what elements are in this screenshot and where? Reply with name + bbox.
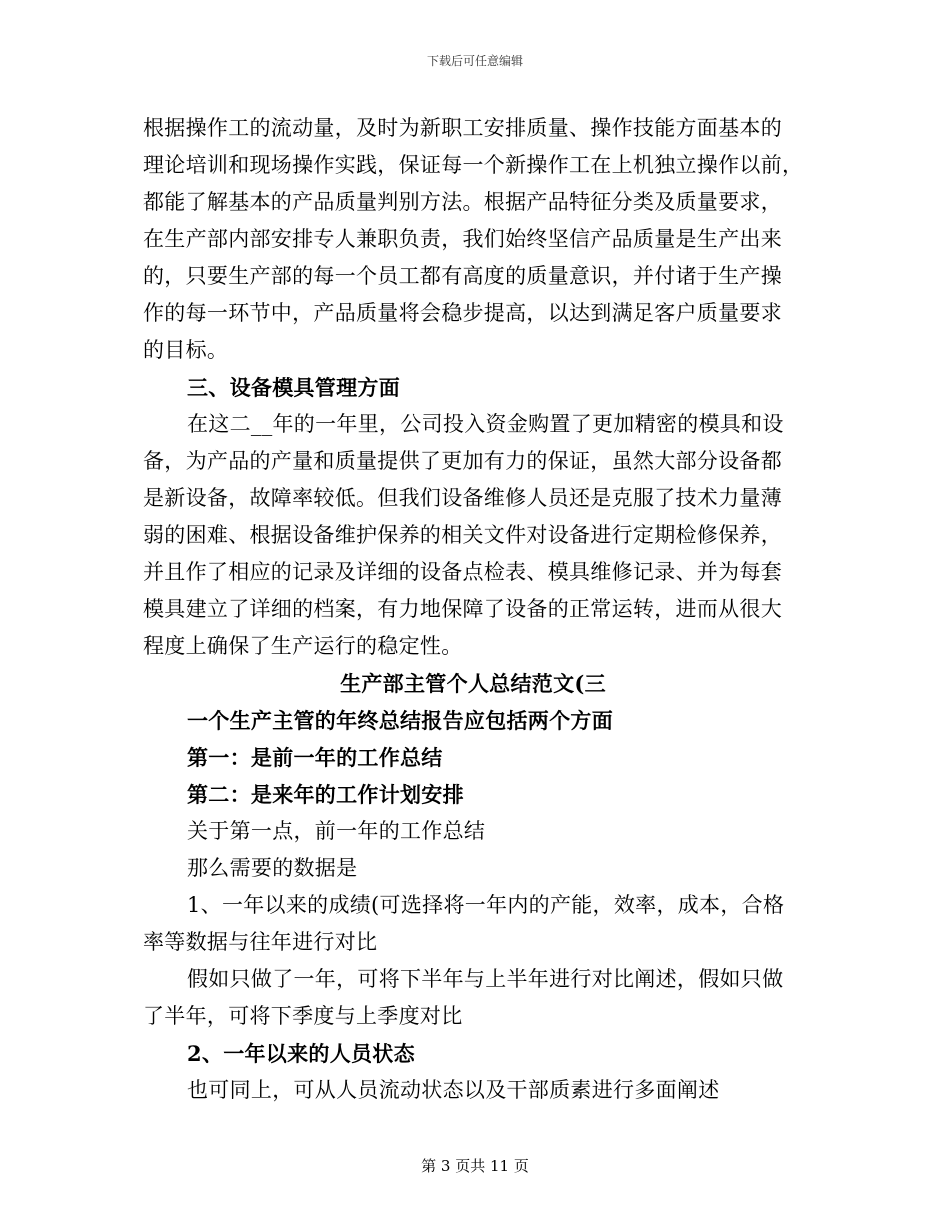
paragraph-line: 关于第一点，前一年的工作总结 (187, 819, 486, 843)
paragraph-line: 的，只要生产部的每一个员工都有高度的质量意识，并付诸于生产操 (143, 264, 782, 288)
paragraph (143, 110, 803, 369)
section-heading: 三、设备模具管理方面 (187, 375, 400, 400)
paragraph-line: 作的每一环节中，产品质量将会稳步提高，以达到满足客户质量要求 (143, 301, 782, 325)
paragraph-line: 根据操作工的流动量，及时为新职工安排质量、操作技能方面基本的 (143, 116, 782, 140)
paragraph-line: 1、一年以来的成绩(可选择将一年内的产能，效率，成本，合格 (187, 893, 785, 917)
paragraph-line: 也可同上，可从人员流动状态以及干部质素进行多面阐述 (187, 1078, 720, 1102)
paragraph-line: 率等数据与往年进行对比 (143, 930, 378, 954)
page-number: 第 3 页共 11 页 (421, 1157, 529, 1175)
paragraph-line: 备，为产品的产量和质量提供了更加有力的保证，虽然大部分设备都 (143, 449, 782, 473)
paragraph-line: 是新设备，故障率较低。但我们设备维修人员还是克服了技术力量薄 (143, 486, 782, 510)
section-heading: 一个生产主管的年终总结报告应包括两个方面 (187, 708, 613, 733)
paragraph (143, 961, 803, 1035)
paragraph-line: 了半年，可将下季度与上季度对比 (143, 1004, 463, 1028)
paragraph-line: 那么需要的数据是 (187, 856, 358, 880)
paragraph (143, 887, 803, 961)
paragraph-line: 都能了解基本的产品质量判别方法。根据产品特征分类及质量要求， (143, 190, 782, 214)
paragraph-line: 理论培训和现场操作实践，保证每一个新操作工在上机独立操作以前， (143, 153, 804, 177)
paragraph-line: 假如只做了一年，可将下半年与上半年进行对比阐述，假如只做 (187, 967, 784, 991)
section-heading: 第二：是来年的工作计划安排 (187, 782, 464, 807)
document-body (143, 110, 803, 1109)
paragraph-line: 在生产部内部安排专人兼职负责，我们始终坚信产品质量是生产出来 (143, 227, 782, 251)
paragraph-line: 的目标。 (143, 338, 229, 362)
paragraph-line: 弱的困难、根据设备维护保养的相关文件对设备进行定期检修保养， (143, 523, 782, 547)
paragraph-line: 程度上确保了生产运行的稳定性。 (143, 634, 463, 658)
section-heading: 2、一年以来的人员状态 (187, 1041, 415, 1066)
section-heading: 第一：是前一年的工作总结 (187, 745, 443, 770)
document-title: 生产部主管个人总结范文(三 (340, 671, 606, 696)
page-header: 下载后可任意编辑 (426, 54, 523, 68)
paragraph-line: 模具建立了详细的档案，有力地保障了设备的正常运转，进而从很大 (143, 597, 782, 621)
paragraph (143, 406, 803, 665)
paragraph-line: 并且作了相应的记录及详细的设备点检表、模具维修记录、并为每套 (143, 560, 782, 584)
paragraph-line: 在这二__年的一年里，公司投入资金购置了更加精密的模具和设 (187, 412, 784, 436)
